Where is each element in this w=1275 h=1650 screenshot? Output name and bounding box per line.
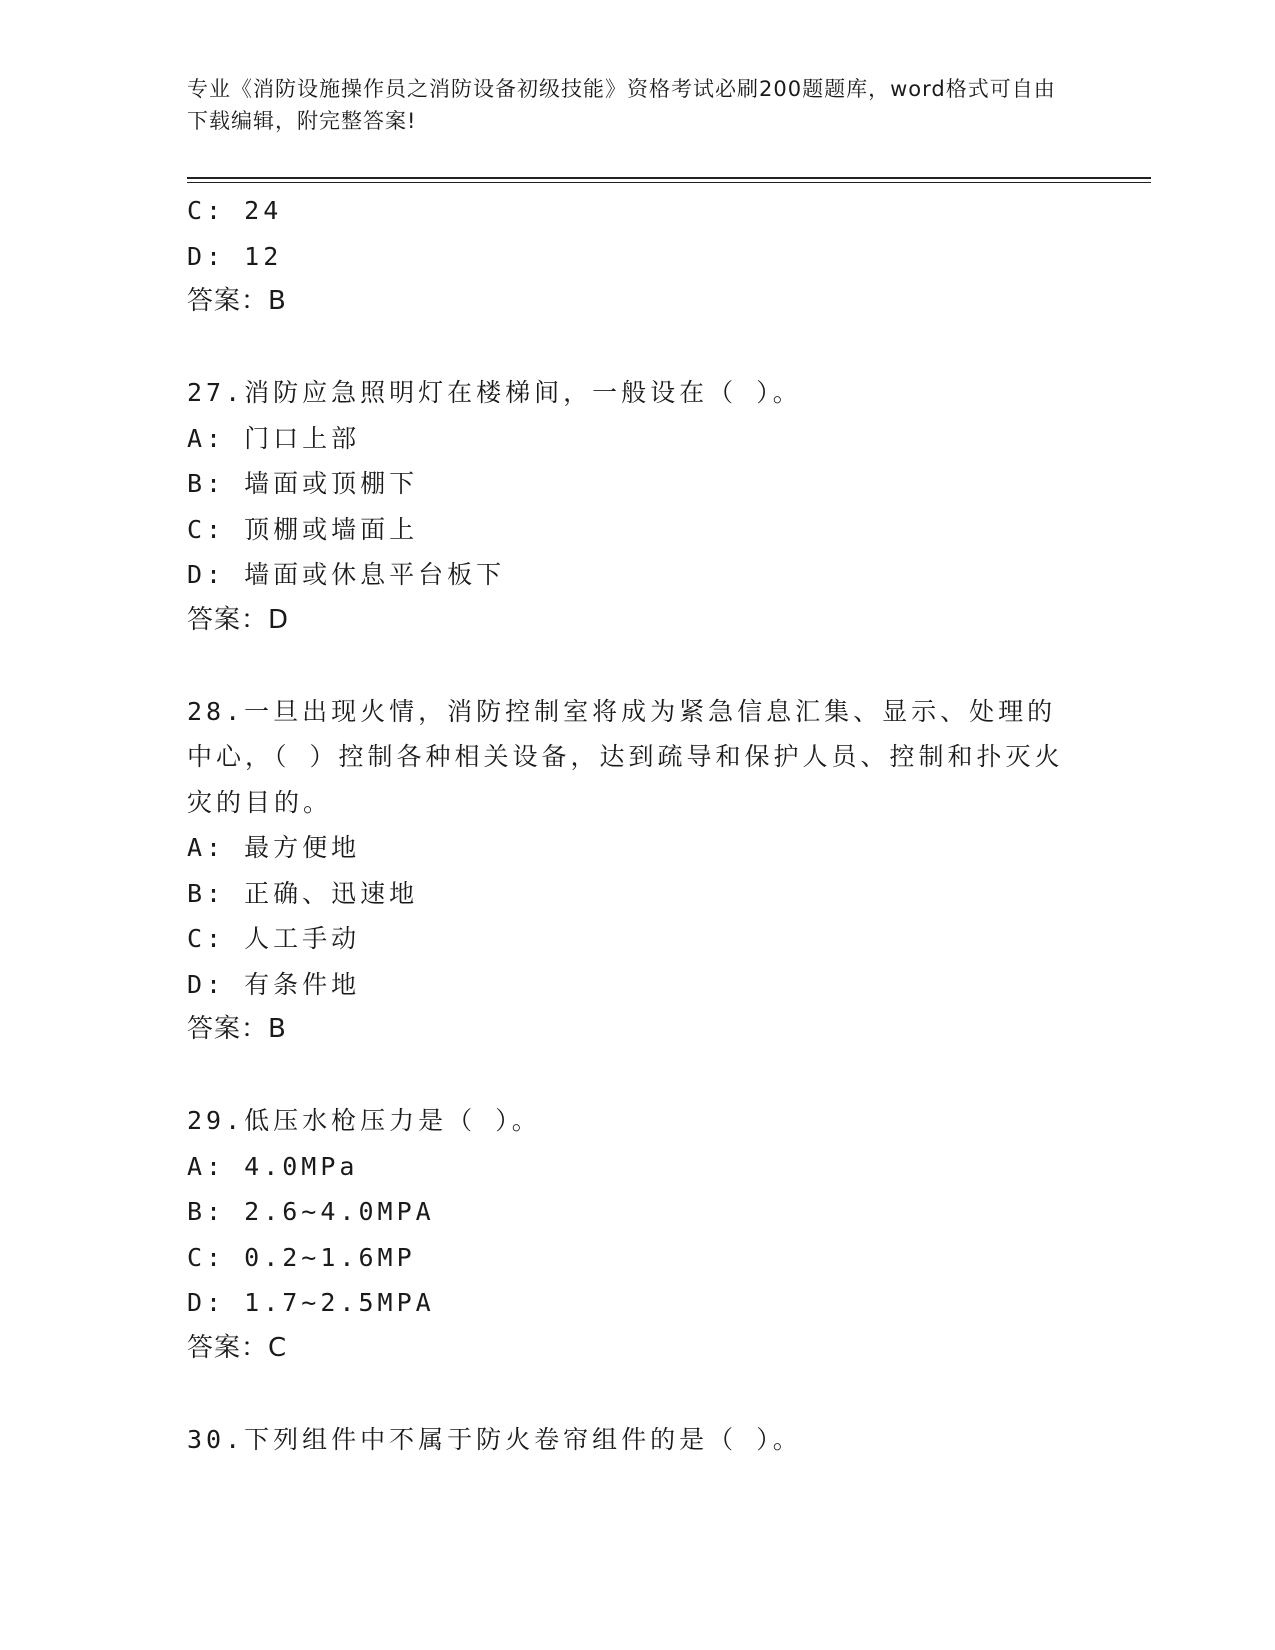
answer-line: 答案：C xyxy=(187,1332,288,1363)
option-a: A: 门口上部 xyxy=(187,423,361,453)
option-a: A: 最方便地 xyxy=(187,833,361,862)
question-stem: 28.一旦出现火情，消防控制室将成为紧急信息汇集、显示、处理的中心，（ ）控制各种相关设备，达到疏导和保护人员、控制和扑灭火灾的目的。 xyxy=(187,696,1064,817)
question-26-continued xyxy=(187,188,1087,325)
option-d: D: 12 xyxy=(187,241,283,271)
option-c: C: 人工手动 xyxy=(187,924,361,953)
question-29 xyxy=(187,1098,1087,1371)
spacer xyxy=(187,325,1087,371)
question-list xyxy=(187,188,1087,1462)
question-stem: 30.下列组件中不属于防火卷帘组件的是（ ）。 xyxy=(187,1424,802,1454)
spacer xyxy=(187,1371,1087,1417)
option-d: D: 1.7~2.5MPA xyxy=(187,1288,435,1317)
option-b: B: 墙面或顶棚下 xyxy=(187,469,419,498)
question-30 xyxy=(187,1417,1087,1463)
header-divider-thin xyxy=(187,182,1151,183)
header-divider-thick xyxy=(187,177,1151,179)
option-c: C: 顶棚或墙面上 xyxy=(187,514,419,544)
answer-line: 答案：B xyxy=(187,286,287,316)
question-stem: 27.消防应急照明灯在楼梯间，一般设在（ ）。 xyxy=(187,378,802,407)
option-b: B: 正确、迅速地 xyxy=(187,878,419,908)
spacer xyxy=(187,643,1087,689)
option-d: D: 墙面或休息平台板下 xyxy=(187,560,506,589)
option-c: C: 0.2~1.6MP xyxy=(187,1242,416,1272)
answer-line: 答案：B xyxy=(187,1014,287,1044)
option-a: A: 4.0MPa xyxy=(187,1151,359,1181)
question-stem: 29.低压水枪压力是（ ）。 xyxy=(187,1106,541,1135)
spacer xyxy=(187,1053,1087,1099)
option-c: C: 24 xyxy=(187,196,283,225)
option-b: B: 2.6~4.0MPA xyxy=(187,1197,435,1226)
option-d: D: 有条件地 xyxy=(187,969,361,999)
question-28 xyxy=(187,689,1087,1053)
question-27 xyxy=(187,370,1087,643)
document-header: 专业《消防设施操作员之消防设备初级技能》资格考试必刷200题题库，word格式可自由下载编辑，附完整答案! xyxy=(187,77,1056,133)
answer-line: 答案：D xyxy=(187,604,290,635)
